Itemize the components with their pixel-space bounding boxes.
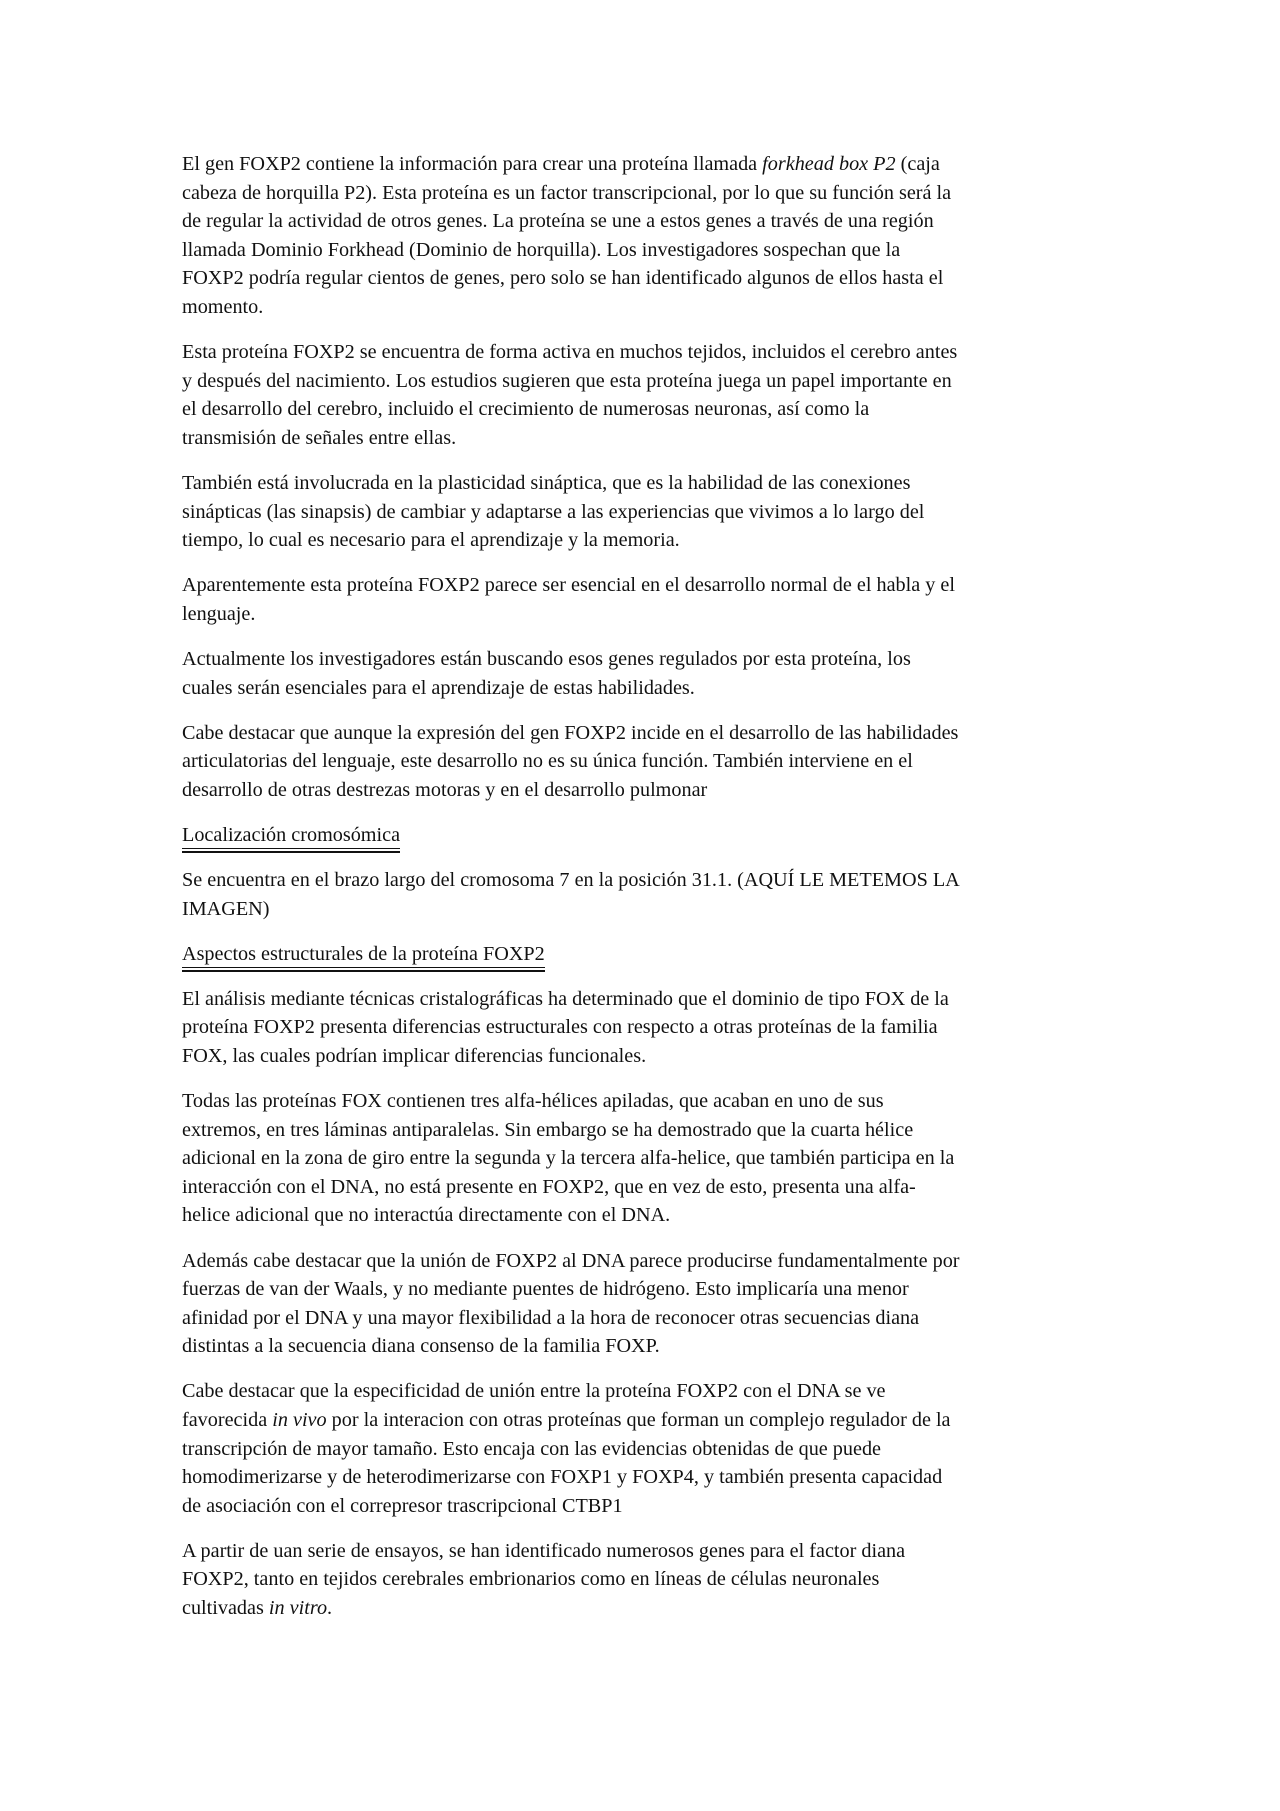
text-segment: fuerzas de van der Waals, y no mediante puentes de hidrógeno. Esto implicaría una menor [182, 1278, 909, 1301]
text-segment: transmisión de señales entre ellas. [182, 426, 457, 449]
text-line [182, 293, 1102, 322]
text-segment: El gen FOXP2 contiene la información para crear una proteína llamada [182, 153, 763, 175]
text-segment: el desarrollo del cerebro, incluido el crecimiento de numerosas neuronas, así como la [182, 398, 870, 421]
text-segment: por la interacion con otras proteínas que forman un complejo regulador de la [326, 1408, 951, 1431]
text-line [182, 1173, 1102, 1202]
text-line: IMAGEN) [182, 897, 270, 920]
structural-section [182, 985, 1102, 1623]
text-segment: Cabe destacar que aunque la expresión del gen FOXP2 incide en el desarrollo de las habilidades [182, 721, 959, 744]
italic-term: forkhead box P2 [762, 153, 896, 175]
paragraph-p4 [182, 571, 1102, 628]
text-segment: transcripción de mayor tamaño. Esto encaja con las evidencias obtenidas de que puede [182, 1437, 882, 1460]
text-line [182, 1144, 1102, 1173]
text-segment: Aparentemente esta proteína FOXP2 parece ser esencial en el desarrollo normal de el habla y el [182, 574, 955, 597]
paragraph-s4 [182, 1377, 1102, 1520]
italic-term: in vivo [272, 1408, 327, 1431]
text-line [182, 719, 1102, 748]
text-line [182, 264, 1102, 293]
text-line [182, 469, 1102, 498]
text-line [182, 747, 1102, 776]
text-segment: Además cabe destacar que la unión de FOXP2 al DNA parece producirse fundamentalmente por [182, 1249, 960, 1272]
text-line [182, 1042, 1102, 1071]
text-line [182, 424, 1102, 453]
text-segment: proteína FOXP2 presenta diferencias estructurales con respecto a otras proteínas de la familia [182, 1016, 938, 1039]
paragraph-localizacion [182, 866, 1102, 923]
text-line [182, 179, 1102, 208]
text-segment: sinápticas (las sinapsis) de cambiar y adaptarse a las experiencias que vivimos a lo largo del [182, 500, 925, 523]
text-line [182, 1565, 1102, 1594]
text-line [182, 526, 1102, 555]
text-line [182, 645, 1102, 674]
text-segment: FOXP2 podría regular cientos de genes, pero solo se han identificado algunos de ellos hasta el [182, 267, 944, 290]
text-line [182, 985, 1102, 1014]
text-line [182, 367, 1102, 396]
text-segment: lenguaje. [182, 602, 256, 625]
text-segment: distintas a la secuencia diana consenso de la familia FOXP. [182, 1335, 660, 1358]
text-segment: y después del nacimiento. Los estudios sugieren que esta proteína juega un papel importante en [182, 369, 952, 392]
document-page [182, 150, 1102, 1639]
text-line [182, 150, 1102, 179]
text-line [182, 571, 1102, 600]
text-segment: cultivadas [182, 1597, 269, 1620]
text-segment: El análisis mediante técnicas cristalográficas ha determinado que el dominio de tipo FOX de la [182, 987, 949, 1010]
text-segment: cuales serán esenciales para el aprendizaje de estas habilidades. [182, 676, 695, 699]
text-segment: favorecida [182, 1408, 273, 1431]
text-segment: Todas las proteínas FOX contienen tres alfa-hélices apiladas, que acaban en uno de sus [182, 1090, 884, 1113]
paragraph-s3 [182, 1247, 1102, 1361]
text-line [182, 1492, 1102, 1521]
text-segment: (caja [895, 153, 940, 175]
text-segment: homodimerizarse y de heterodimerizarse con FOXP1 y FOXP4, y también presenta capacidad [182, 1466, 943, 1489]
text-segment: articulatorias del lenguaje, este desarrollo no es su única función. También interviene en el [182, 750, 913, 773]
heading-localizacion: Localización cromosómica [182, 821, 400, 850]
text-segment: momento. [182, 295, 264, 318]
text-line [182, 1201, 1102, 1230]
paragraph-s5 [182, 1537, 1102, 1623]
text-line: Se encuentra en el brazo largo del cromosoma 7 en la posición 31.1. (AQUÍ LE METEMOS LA [182, 868, 960, 891]
text-segment: afinidad por el DNA y una mayor flexibilidad a la hora de reconocer otras secuencias diana [182, 1306, 920, 1329]
text-segment: extremos, en tres láminas antiparalelas. Sin embargo se ha demostrado que la cuarta hélice [182, 1118, 914, 1141]
text-line [182, 1304, 1102, 1333]
text-segment: FOXP2, tanto en tejidos cerebrales embrionarios como en líneas de células neuronales [182, 1568, 880, 1591]
text-line [182, 1332, 1102, 1361]
text-segment: llamada Dominio Forkhead (Dominio de horquilla). Los investigadores sospechan que la [182, 238, 901, 261]
text-line [182, 1594, 1102, 1623]
text-segment: de regular la actividad de otros genes. La proteína se une a estos genes a través de una región [182, 210, 934, 233]
text-segment: cabeza de horquilla P2). Esta proteína es un factor transcripcional, por lo que su función será la [182, 181, 952, 204]
text-line [182, 395, 1102, 424]
text-segment: FOX, las cuales podrían implicar diferencias funcionales. [182, 1044, 647, 1067]
text-segment: A partir de uan serie de ensayos, se han identificado numerosos genes para el factor diana [182, 1539, 906, 1562]
text-segment: . [327, 1597, 333, 1620]
paragraph-p1 [182, 150, 1102, 322]
text-line [182, 600, 1102, 629]
text-line [182, 498, 1102, 527]
text-line [182, 776, 1102, 805]
text-segment: También está involucrada en la plasticidad sináptica, que es la habilidad de las conexiones [182, 471, 911, 494]
text-segment: de asociación con el correpresor trascripcional CTBP1 [182, 1494, 623, 1517]
paragraph-p6 [182, 719, 1102, 805]
text-line [182, 1116, 1102, 1145]
text-line [182, 1013, 1102, 1042]
text-line [182, 1087, 1102, 1116]
text-line [182, 1377, 1102, 1406]
text-line [182, 1537, 1102, 1566]
text-segment: adicional en la zona de giro entre la segunda y la tercera alfa-helice, que también participa en la [182, 1147, 955, 1170]
paragraph-p2 [182, 338, 1102, 452]
text-line [182, 674, 1102, 703]
heading-localizacion-wrap [182, 821, 1102, 850]
text-line [182, 1463, 1102, 1492]
heading-aspectos-wrap [182, 940, 1102, 969]
text-line [182, 1406, 1102, 1435]
text-segment: Cabe destacar que la especificidad de unión entre la proteína FOXP2 con el DNA se ve [182, 1380, 886, 1403]
heading-aspectos: Aspectos estructurales de la proteína FOXP2 [182, 940, 545, 969]
text-line [182, 1247, 1102, 1276]
text-segment: tiempo, lo cual es necesario para el aprendizaje y la memoria. [182, 529, 680, 552]
text-segment: helice adicional que no interactúa directamente con el DNA. [182, 1204, 671, 1227]
text-line [182, 1435, 1102, 1464]
text-line [182, 1275, 1102, 1304]
text-line [182, 207, 1102, 236]
paragraph-p5 [182, 645, 1102, 702]
text-segment: Actualmente los investigadores están buscando esos genes regulados por esta proteína, los [182, 647, 911, 670]
paragraph-s2 [182, 1087, 1102, 1230]
intro-section [182, 150, 1102, 804]
italic-term: in vitro [268, 1597, 328, 1620]
text-segment: interacción con el DNA, no está presente en FOXP2, que en vez de esto, presenta una alfa- [182, 1175, 916, 1198]
paragraph-s1 [182, 985, 1102, 1071]
text-segment: desarrollo de otras destrezas motoras y en el desarrollo pulmonar [182, 778, 708, 801]
text-line [182, 236, 1102, 265]
paragraph-p3 [182, 469, 1102, 555]
text-segment: Esta proteína FOXP2 se encuentra de forma activa en muchos tejidos, incluidos el cerebro antes [182, 341, 958, 364]
text-line [182, 338, 1102, 367]
